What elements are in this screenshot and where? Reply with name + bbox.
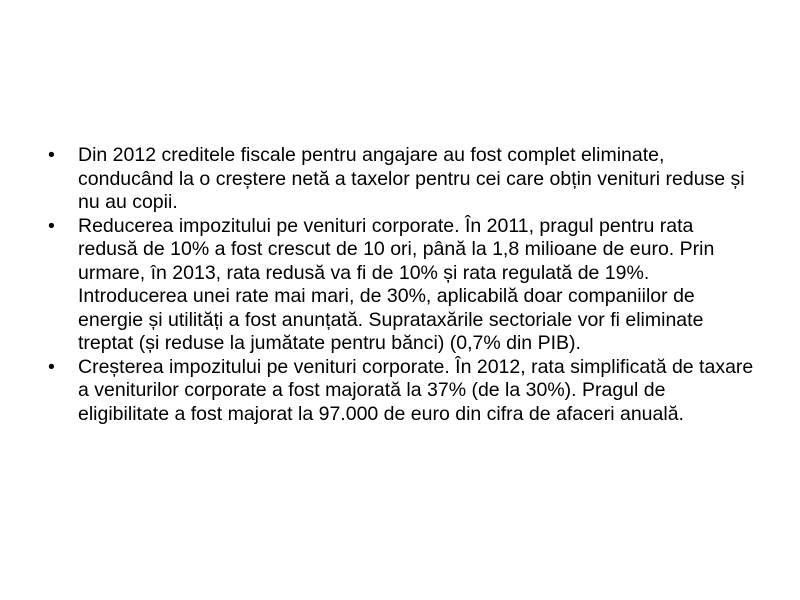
bullet-item-2 <box>48 215 758 356</box>
bullet-dot-icon: • <box>48 355 55 378</box>
bullet-text-3: Creșterea impozitului pe venituri corporate. În 2012, rata simplificată de taxare a veniturilor corporate a fost majorată la 37% (de la 30%). Pragul de eligibilitate a fost majorat la 97.000 de euro din cifra de afaceri anuală. <box>78 355 754 425</box>
bullet-item-3 <box>48 356 758 427</box>
bullet-item-1 <box>48 144 758 215</box>
bullet-text-1: Din 2012 creditele fiscale pentru angajare au fost complet eliminate, conducând la o creștere netă a taxelor pentru cei care obțin venituri reduse și nu au copii. <box>78 144 745 213</box>
bullet-text-2: Reducerea impozitului pe venituri corporate. În 2011, pragul pentru rata redusă de 10% a fost crescut de 10 ori, până la 1,8 milioane de euro. Prin urmare, în 2013, rata redusă va fi de 10% și rata regulată de 19%. Introducerea unei rate mai mari, de 30%, aplicabilă doar companiilor de energie și utilități a fost anunțată. Suprataxările sectoriale vor fi eliminate treptat (și reduse la jumătate pentru bănci) (0,7% din PIB). <box>78 214 715 354</box>
bullet-dot-icon: • <box>48 214 55 237</box>
bullet-list <box>48 144 758 426</box>
bullet-dot-icon: • <box>48 144 55 166</box>
